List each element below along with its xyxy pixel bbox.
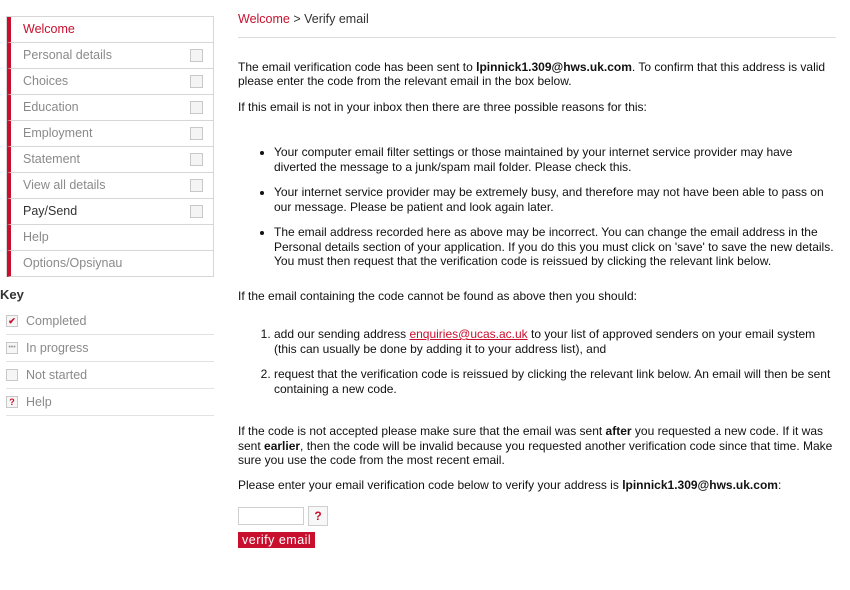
status-box-icon (190, 205, 203, 218)
code-note: If the code is not accepted please make sure that the email was sent after you requested a new code. If it was sent earlier, then the code will be invalid because you requested another verification code since that time. Make sure you use the code from the most recent email. (238, 424, 833, 467)
sidebar-item-view-all-details[interactable]: View all details (7, 173, 213, 199)
key-list (6, 308, 214, 416)
enter-code-instruction: Please enter your email verification code below to verify your address is lpinnick1.309@hws.uk.com: (238, 477, 782, 492)
check-icon: ✔ (6, 315, 18, 327)
status-box-icon (190, 49, 203, 62)
verification-code-input[interactable] (238, 507, 304, 525)
help-icon[interactable]: ? (308, 506, 328, 526)
verify-email-button[interactable]: verify email (238, 532, 315, 548)
steps-intro: If the email containing the code cannot be found as above then you should: (238, 288, 637, 303)
sidebar-item-education[interactable]: Education (7, 95, 213, 121)
key-title: Key (0, 287, 24, 302)
sidebar-item-pay-send[interactable]: Pay/Send (7, 199, 213, 225)
reasons-intro: If this email is not in your inbox then there are three possible reasons for this: (238, 99, 647, 114)
status-box-icon (190, 101, 203, 114)
key-item-not-started: Not started (6, 362, 214, 389)
sidebar-nav (6, 16, 214, 277)
list-item: • Your internet service provider may be extremely busy, and therefore may not have been able to pass on our message. Please be patient and look again later. (274, 185, 836, 214)
steps-list (238, 327, 836, 396)
code-row (238, 506, 836, 526)
sidebar-item-options[interactable]: Options/Opsiynau (7, 251, 213, 277)
key-item-completed: ✔ Completed (6, 308, 214, 335)
sidebar-item-statement[interactable]: Statement (7, 147, 213, 173)
email-address: lpinnick1.309@hws.uk.com (622, 477, 778, 492)
email-address: lpinnick1.309@hws.uk.com (476, 59, 632, 74)
sidebar-item-welcome[interactable]: Welcome (7, 17, 213, 43)
list-item: • Your computer email filter settings or those maintained by your internet service provider may have diverted the message to a junk/spam mail folder. Please check this. (274, 145, 836, 174)
list-item: • The email address recorded here as above may be incorrect. You can change the email address in the Personal details section of your application. If you do this you must click on 'save' to save the new details. You must then request that the verification code is reissued by clicking the relevant link below. (274, 225, 836, 269)
reasons-list (238, 145, 836, 269)
ucas-email-link[interactable]: enquiries@ucas.ac.uk (409, 327, 528, 341)
empty-box-icon (6, 369, 18, 381)
key-item-help: ? Help (6, 389, 214, 416)
in-progress-icon: ••• (6, 342, 18, 354)
help-icon: ? (6, 396, 18, 408)
breadcrumb: Welcome > Verify email (238, 12, 836, 38)
status-box-icon (190, 75, 203, 88)
intro-text: The email verification code has been sent to lpinnick1.309@hws.uk.com. To confirm that this address is valid please enter the code from the relevant email in the box below. (238, 59, 826, 88)
main-content (238, 12, 836, 548)
key-item-in-progress: ••• In progress (6, 335, 214, 362)
breadcrumb-welcome-link[interactable]: Welcome (238, 12, 290, 26)
status-box-icon (190, 127, 203, 140)
sidebar-item-choices[interactable]: Choices (7, 69, 213, 95)
sidebar-item-help[interactable]: Help (7, 225, 213, 251)
sidebar-item-personal-details[interactable]: Personal details (7, 43, 213, 69)
status-box-icon (190, 153, 203, 166)
list-item: 1. add our sending address enquiries@ucas.ac.uk to your list of approved senders on your email system (this can usually be done by adding it to your address list), and (274, 327, 836, 356)
list-item: 2. request that the verification code is reissued by clicking the relevant link below. An email will then be sent containing a new code. (274, 367, 836, 396)
breadcrumb-current: Verify email (304, 12, 369, 26)
status-box-icon (190, 179, 203, 192)
sidebar-item-employment[interactable]: Employment (7, 121, 213, 147)
sidebar (0, 16, 214, 416)
